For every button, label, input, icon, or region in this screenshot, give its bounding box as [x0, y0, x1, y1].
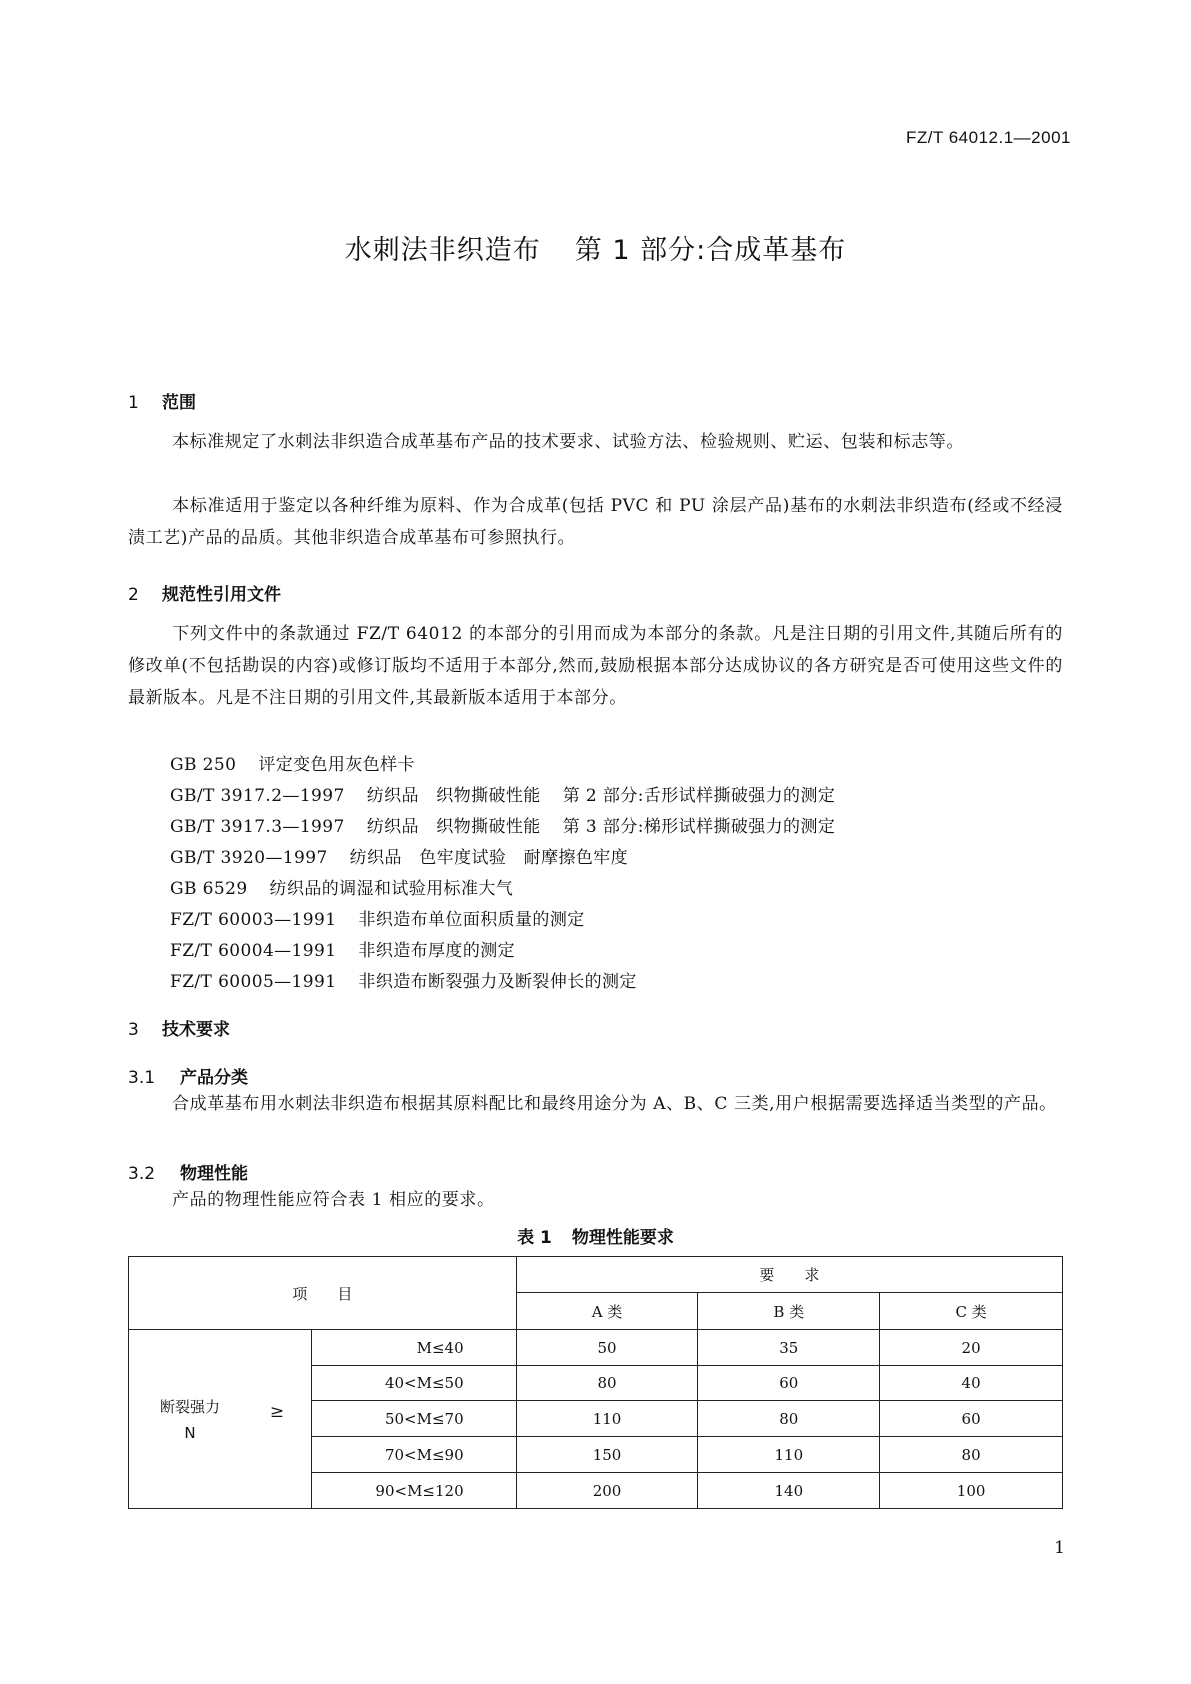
table-value-a: 110: [516, 1401, 698, 1437]
reference-item: [170, 750, 437, 775]
section2-heading: [128, 580, 281, 605]
table-value-c: 40: [880, 1366, 1063, 1401]
section3-2-text: 产品的物理性能应符合表 1 相应的要求。: [172, 1190, 495, 1210]
table-requirement-header: 要 求: [516, 1257, 1062, 1293]
reference-item: [170, 781, 835, 806]
reference-code: FZ/T 60003—1991: [170, 910, 337, 930]
reference-code: GB 250: [170, 755, 237, 775]
table-value-c: 100: [880, 1473, 1063, 1509]
table-range-cell: 70<M≤90: [311, 1437, 516, 1473]
reference-code: GB 6529: [170, 879, 248, 899]
reference-title: 非织造布断裂强力及断裂伸长的测定: [358, 972, 637, 992]
section3-2-title: 物理性能: [180, 1164, 248, 1184]
table-caption-number: 表 1: [517, 1228, 552, 1248]
reference-title-part2: 第 3 部分:梯形试样撕破强力的测定: [562, 817, 836, 837]
section2-p1-text: 下列文件中的条款通过 FZ/T 64012 的本部分的引用而成为本部分的条款。凡是注日期的引用文件,其随后所有的修改单(不包括勘误的内容)或修订版均不适用于本部分,然而,鼓励根据本部分达成协议的各方研究是否可使用这些文件的最新版本。凡是不注日期的引用文件,其最新版本适用于本部分。: [128, 624, 1063, 708]
table-class-c-header: C 类: [880, 1293, 1063, 1330]
section3-1-paragraph: [128, 1088, 1063, 1120]
table-range-cell: 40<M≤50: [311, 1366, 516, 1401]
table-range-cell: 90<M≤120: [311, 1473, 516, 1509]
reference-title: 纺织品 织物撕破性能: [366, 817, 541, 837]
table-row: [129, 1330, 1063, 1366]
reference-code: GB/T 3920—1997: [170, 848, 328, 868]
reference-item: [170, 905, 607, 930]
section2-title: 规范性引用文件: [162, 585, 281, 605]
section3-2-paragraph: [128, 1184, 1063, 1216]
reference-title: 非织造布单位面积质量的测定: [358, 910, 585, 930]
section1-paragraph2: [128, 490, 1063, 554]
table-item-header: 项 目: [129, 1257, 517, 1330]
physical-properties-table: [128, 1256, 1063, 1509]
table-range-cell: 50<M≤70: [311, 1401, 516, 1437]
table-row-label-block: [129, 1394, 251, 1446]
table-row-label: 断裂强力: [159, 1398, 220, 1416]
section1-heading: [128, 388, 196, 413]
document-title: [0, 228, 1191, 267]
reference-code: FZ/T 60005—1991: [170, 972, 337, 992]
reference-item: [170, 843, 650, 868]
reference-item: [170, 967, 659, 992]
section3-1-text: 合成革基布用水刺法非织造布根据其原料配比和最终用途分为 A、B、C 三类,用户根据需要选择适当类型的产品。: [172, 1094, 1057, 1114]
table-value-b: 110: [698, 1437, 880, 1473]
section3-number: 3: [128, 1020, 139, 1040]
table-value-c: 60: [880, 1401, 1063, 1437]
reference-code: GB/T 3917.3—1997: [170, 817, 345, 837]
page-number: 1: [1054, 1538, 1065, 1558]
section3-1-title: 产品分类: [180, 1068, 248, 1088]
table-value-b: 35: [698, 1330, 880, 1366]
section1-number: 1: [128, 393, 139, 413]
title-part2: 第 1 部分:合成革基布: [574, 235, 847, 266]
table-value-b: 140: [698, 1473, 880, 1509]
table-value-a: 80: [516, 1366, 698, 1401]
reference-title: 非织造布厚度的测定: [358, 941, 516, 961]
standard-code: FZ/T 64012.1—2001: [905, 128, 1071, 147]
section1-p2-text: 本标准适用于鉴定以各种纤维为原料、作为合成革(包括 PVC 和 PU 涂层产品)基布的水刺法非织造布(经或不经浸渍工艺)产品的品质。其他非织造合成革基布可参照执行。: [128, 496, 1063, 548]
table-class-b-header: B 类: [698, 1293, 880, 1330]
table-value-c: 80: [880, 1437, 1063, 1473]
table-value-a: 150: [516, 1437, 698, 1473]
section1-paragraph1: [128, 426, 1063, 458]
reference-item: [170, 936, 537, 961]
section2-number: 2: [128, 585, 139, 605]
reference-item: [170, 812, 835, 837]
table-row-label-cell: [129, 1330, 312, 1509]
reference-code: FZ/T 60004—1991: [170, 941, 337, 961]
section2-paragraph1: [128, 618, 1063, 714]
section3-2-heading: [128, 1159, 248, 1184]
table-value-a: 50: [516, 1330, 698, 1366]
reference-title: 纺织品 色牢度试验 耐摩擦色牢度: [349, 848, 629, 868]
reference-code: GB/T 3917.2—1997: [170, 786, 345, 806]
table-caption: [0, 1223, 1191, 1248]
section3-2-number: 3.2: [128, 1164, 156, 1184]
table-caption-title: 物理性能要求: [571, 1228, 674, 1248]
table-row-sign: ≥: [269, 1402, 285, 1422]
section3-title: 技术要求: [162, 1020, 230, 1040]
table-range-cell: M≤40: [311, 1330, 516, 1366]
reference-title: 评定变色用灰色样卡: [258, 755, 415, 775]
table-row-unit: N: [184, 1424, 196, 1442]
table-value-c: 20: [880, 1330, 1063, 1366]
section3-1-number: 3.1: [128, 1068, 156, 1088]
reference-title: 纺织品 织物撕破性能: [366, 786, 541, 806]
table-value-b: 80: [698, 1401, 880, 1437]
section1-title: 范围: [162, 393, 196, 413]
title-part1: 水刺法非织造布: [344, 235, 541, 266]
table-value-b: 60: [698, 1366, 880, 1401]
reference-title: 纺织品的调湿和试验用标准大气: [269, 879, 514, 899]
section3-heading: [128, 1015, 230, 1040]
table-class-a-header: A 类: [516, 1293, 698, 1330]
reference-item: [170, 874, 535, 899]
table-value-a: 200: [516, 1473, 698, 1509]
reference-title-part2: 第 2 部分:舌形试样撕破强力的测定: [562, 786, 836, 806]
section3-1-heading: [128, 1063, 248, 1088]
section1-p1-text: 本标准规定了水刺法非织造合成革基布产品的技术要求、试验方法、检验规则、贮运、包装和标志等。: [172, 432, 964, 452]
